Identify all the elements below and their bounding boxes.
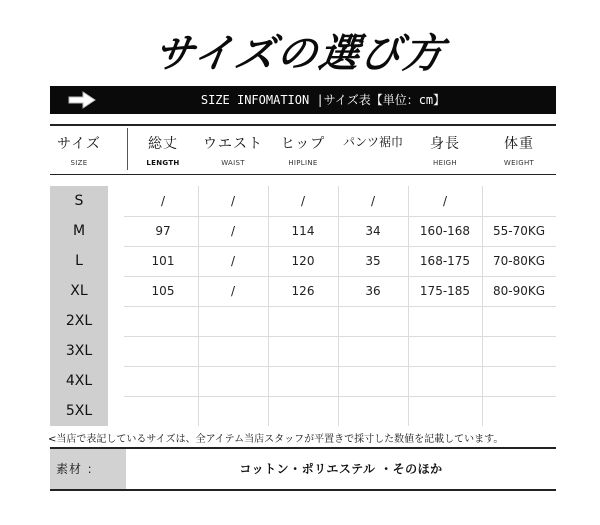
header-size-jp: サイズ bbox=[57, 136, 101, 152]
cell-waist bbox=[198, 366, 268, 396]
row-divider bbox=[124, 336, 556, 337]
header-hem bbox=[338, 124, 408, 174]
table-row bbox=[50, 246, 556, 276]
column-divider bbox=[198, 186, 199, 426]
cell-height bbox=[408, 366, 482, 396]
header-height-en: HEIGH bbox=[433, 159, 457, 167]
cell-waist: / bbox=[230, 254, 236, 268]
header-bottom-rule bbox=[50, 174, 556, 175]
cell-waist: / bbox=[230, 284, 236, 298]
header-hip-jp: ヒップ bbox=[280, 136, 326, 152]
cell-waist bbox=[198, 336, 268, 366]
cell-hip bbox=[268, 366, 338, 396]
material-label: 素材 ： bbox=[56, 462, 100, 476]
cell-hem: 35 bbox=[365, 254, 381, 268]
cell-length bbox=[128, 396, 198, 426]
cell-height bbox=[408, 336, 482, 366]
size-label: XL bbox=[70, 283, 88, 299]
row-divider bbox=[124, 216, 556, 217]
size-label: 3XL bbox=[65, 343, 93, 359]
size-label: S bbox=[74, 193, 84, 209]
size-table bbox=[50, 186, 556, 426]
header-size bbox=[50, 124, 108, 174]
cell-length: 105 bbox=[151, 284, 175, 298]
header-size-en: SIZE bbox=[70, 159, 88, 167]
cell-weight bbox=[482, 186, 556, 216]
cell-hem bbox=[338, 306, 408, 336]
table-header bbox=[50, 124, 556, 174]
row-divider bbox=[124, 306, 556, 307]
cell-weight bbox=[482, 396, 556, 426]
cell-hem bbox=[338, 396, 408, 426]
size-label: 5XL bbox=[65, 403, 93, 419]
size-label: M bbox=[72, 223, 86, 239]
table-row bbox=[50, 336, 556, 366]
header-hem-jp: パンツ裾巾 bbox=[342, 135, 403, 149]
column-divider bbox=[268, 186, 269, 426]
cell-hem: 34 bbox=[365, 224, 381, 238]
cell-hip: 114 bbox=[291, 224, 315, 238]
header-weight bbox=[482, 124, 556, 174]
page-title: サイズの選び方 bbox=[150, 31, 449, 77]
header-waist-jp: ウエスト bbox=[203, 136, 263, 152]
cell-weight bbox=[482, 306, 556, 336]
header-weight-jp: 体重 bbox=[504, 136, 534, 152]
table-row bbox=[50, 366, 556, 396]
row-divider bbox=[124, 276, 556, 277]
header-length bbox=[128, 124, 198, 174]
measurement-note: <当店で表記しているサイズは、全アイテム当店スタッフが平置きで採寸した数値を記載しています。 bbox=[48, 434, 504, 445]
cell-hem: / bbox=[370, 194, 376, 208]
cell-weight: 70-80KG bbox=[492, 254, 546, 268]
cell-length bbox=[128, 366, 198, 396]
cell-height: 160-168 bbox=[419, 224, 471, 238]
table-row bbox=[50, 306, 556, 336]
cell-length bbox=[128, 306, 198, 336]
cell-waist: / bbox=[230, 194, 236, 208]
cell-hem bbox=[338, 336, 408, 366]
cell-height: / bbox=[442, 194, 448, 208]
cell-hem bbox=[338, 366, 408, 396]
cell-hip: / bbox=[300, 194, 306, 208]
header-length-jp: 総丈 bbox=[148, 136, 178, 152]
table-row bbox=[50, 276, 556, 306]
size-label: 2XL bbox=[65, 313, 93, 329]
header-waist bbox=[198, 124, 268, 174]
cell-waist: / bbox=[230, 224, 236, 238]
table-row bbox=[50, 396, 556, 426]
cell-hip bbox=[268, 306, 338, 336]
cell-hem: 36 bbox=[365, 284, 381, 298]
cell-length: / bbox=[160, 194, 166, 208]
column-divider bbox=[482, 186, 483, 426]
size-label: L bbox=[75, 253, 83, 269]
row-divider bbox=[124, 396, 556, 397]
size-info-banner bbox=[50, 86, 556, 114]
cell-weight: 55-70KG bbox=[492, 224, 546, 238]
cell-length: 97 bbox=[155, 224, 171, 238]
cell-height: 175-185 bbox=[419, 284, 471, 298]
cell-hip bbox=[268, 396, 338, 426]
cell-height: 168-175 bbox=[419, 254, 471, 268]
cell-hip: 126 bbox=[291, 284, 315, 298]
table-row bbox=[50, 216, 556, 246]
header-height bbox=[408, 124, 482, 174]
cell-height bbox=[408, 396, 482, 426]
column-divider bbox=[338, 186, 339, 426]
header-height-jp: 身長 bbox=[430, 136, 460, 152]
cell-hip bbox=[268, 336, 338, 366]
header-hip bbox=[268, 124, 338, 174]
cell-length: 101 bbox=[151, 254, 175, 268]
cell-height bbox=[408, 306, 482, 336]
row-divider bbox=[124, 366, 556, 367]
cell-hip: 120 bbox=[291, 254, 315, 268]
header-waist-en: WAIST bbox=[221, 159, 245, 167]
size-label: 4XL bbox=[65, 373, 93, 389]
row-divider bbox=[124, 246, 556, 247]
header-weight-en: WEIGHT bbox=[503, 159, 535, 167]
banner-text: SIZE INFOMATION |サイズ表【単位：cm】 bbox=[200, 93, 446, 107]
material-value: コットン・ポリエステル ・そのほか bbox=[239, 462, 443, 476]
header-hip-en: HIPLINE bbox=[288, 159, 318, 167]
material-bottom-rule bbox=[50, 489, 556, 491]
cell-waist bbox=[198, 306, 268, 336]
cell-waist bbox=[198, 396, 268, 426]
cell-length bbox=[128, 336, 198, 366]
table-row bbox=[50, 186, 556, 216]
cell-weight bbox=[482, 366, 556, 396]
header-length-en: LENGTH bbox=[146, 159, 180, 167]
column-divider bbox=[408, 186, 409, 426]
cell-weight bbox=[482, 336, 556, 366]
cell-weight: 80-90KG bbox=[492, 284, 546, 298]
